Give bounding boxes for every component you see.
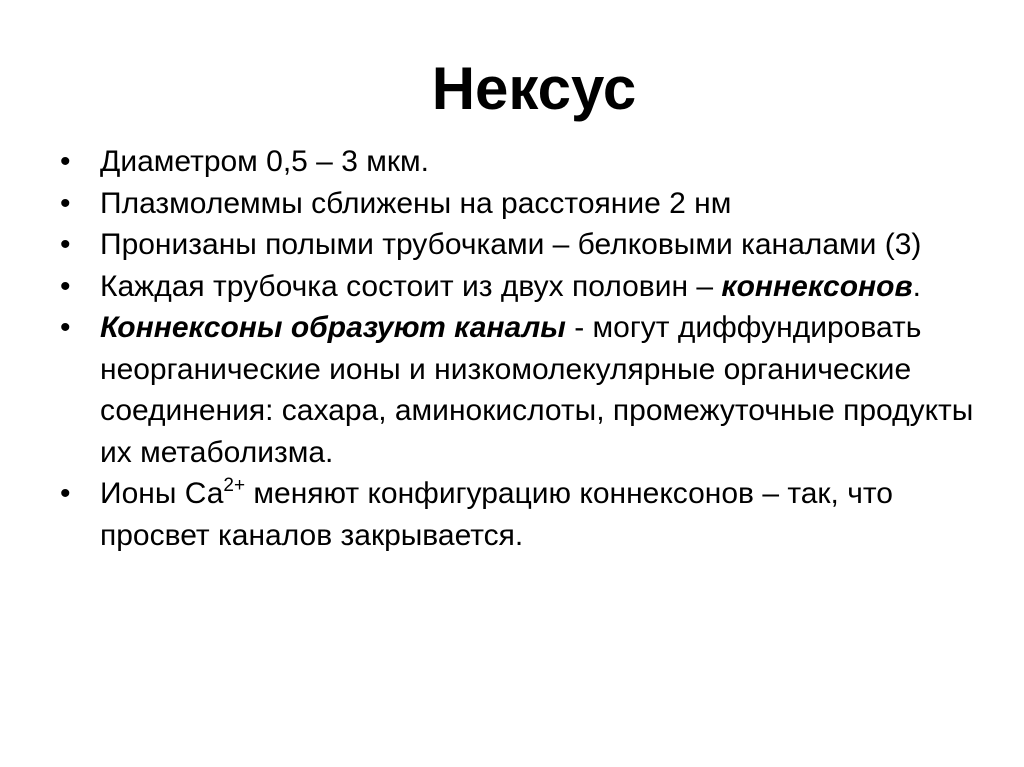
bullet-item-diameter: [60, 141, 980, 183]
bullet-item-connexon-channels: [60, 307, 980, 473]
bullet-text: Каждая трубочка состоит из двух половин –: [100, 269, 722, 303]
bullet-text-end: меняют конфигурацию коннексонов – так, что просвет каналов закрывается.: [100, 477, 893, 552]
bullet-emphasis: Коннексоны образуют каналы: [100, 311, 566, 344]
bullet-list: [60, 141, 980, 556]
bullet-icon: •: [60, 228, 71, 261]
bullet-icon: •: [60, 145, 71, 178]
bullet-icon: •: [60, 269, 71, 303]
bullet-item-connexons: [60, 266, 980, 308]
bullet-icon: •: [60, 477, 71, 510]
bullet-item-distance: [60, 183, 980, 225]
slide-title: Нексус: [431, 55, 637, 122]
bullet-text: Диаметром 0,5 – 3 мкм.: [100, 145, 429, 178]
bullet-item-channels: [60, 224, 980, 266]
bullet-emphasis: коннексонов: [721, 269, 913, 303]
bullet-item-calcium-ions: [60, 473, 980, 556]
bullet-icon: •: [60, 311, 71, 344]
bullet-text: Ионы Са: [100, 477, 224, 510]
bullet-text: Плазмолеммы сближены на расстояние 2 нм: [100, 186, 732, 220]
bullet-text-end: .: [912, 269, 921, 303]
bullet-text: Пронизаны полыми трубочками – белковыми каналами (3): [100, 228, 922, 261]
bullet-text: - могут диффундировать неорганические ионы и низкомолекулярные органические соединения: сахара, аминокислоты, промежуточные продукты их метаболизма.: [100, 311, 974, 469]
superscript-charge: 2+: [223, 475, 246, 496]
bullet-icon: •: [60, 186, 71, 220]
